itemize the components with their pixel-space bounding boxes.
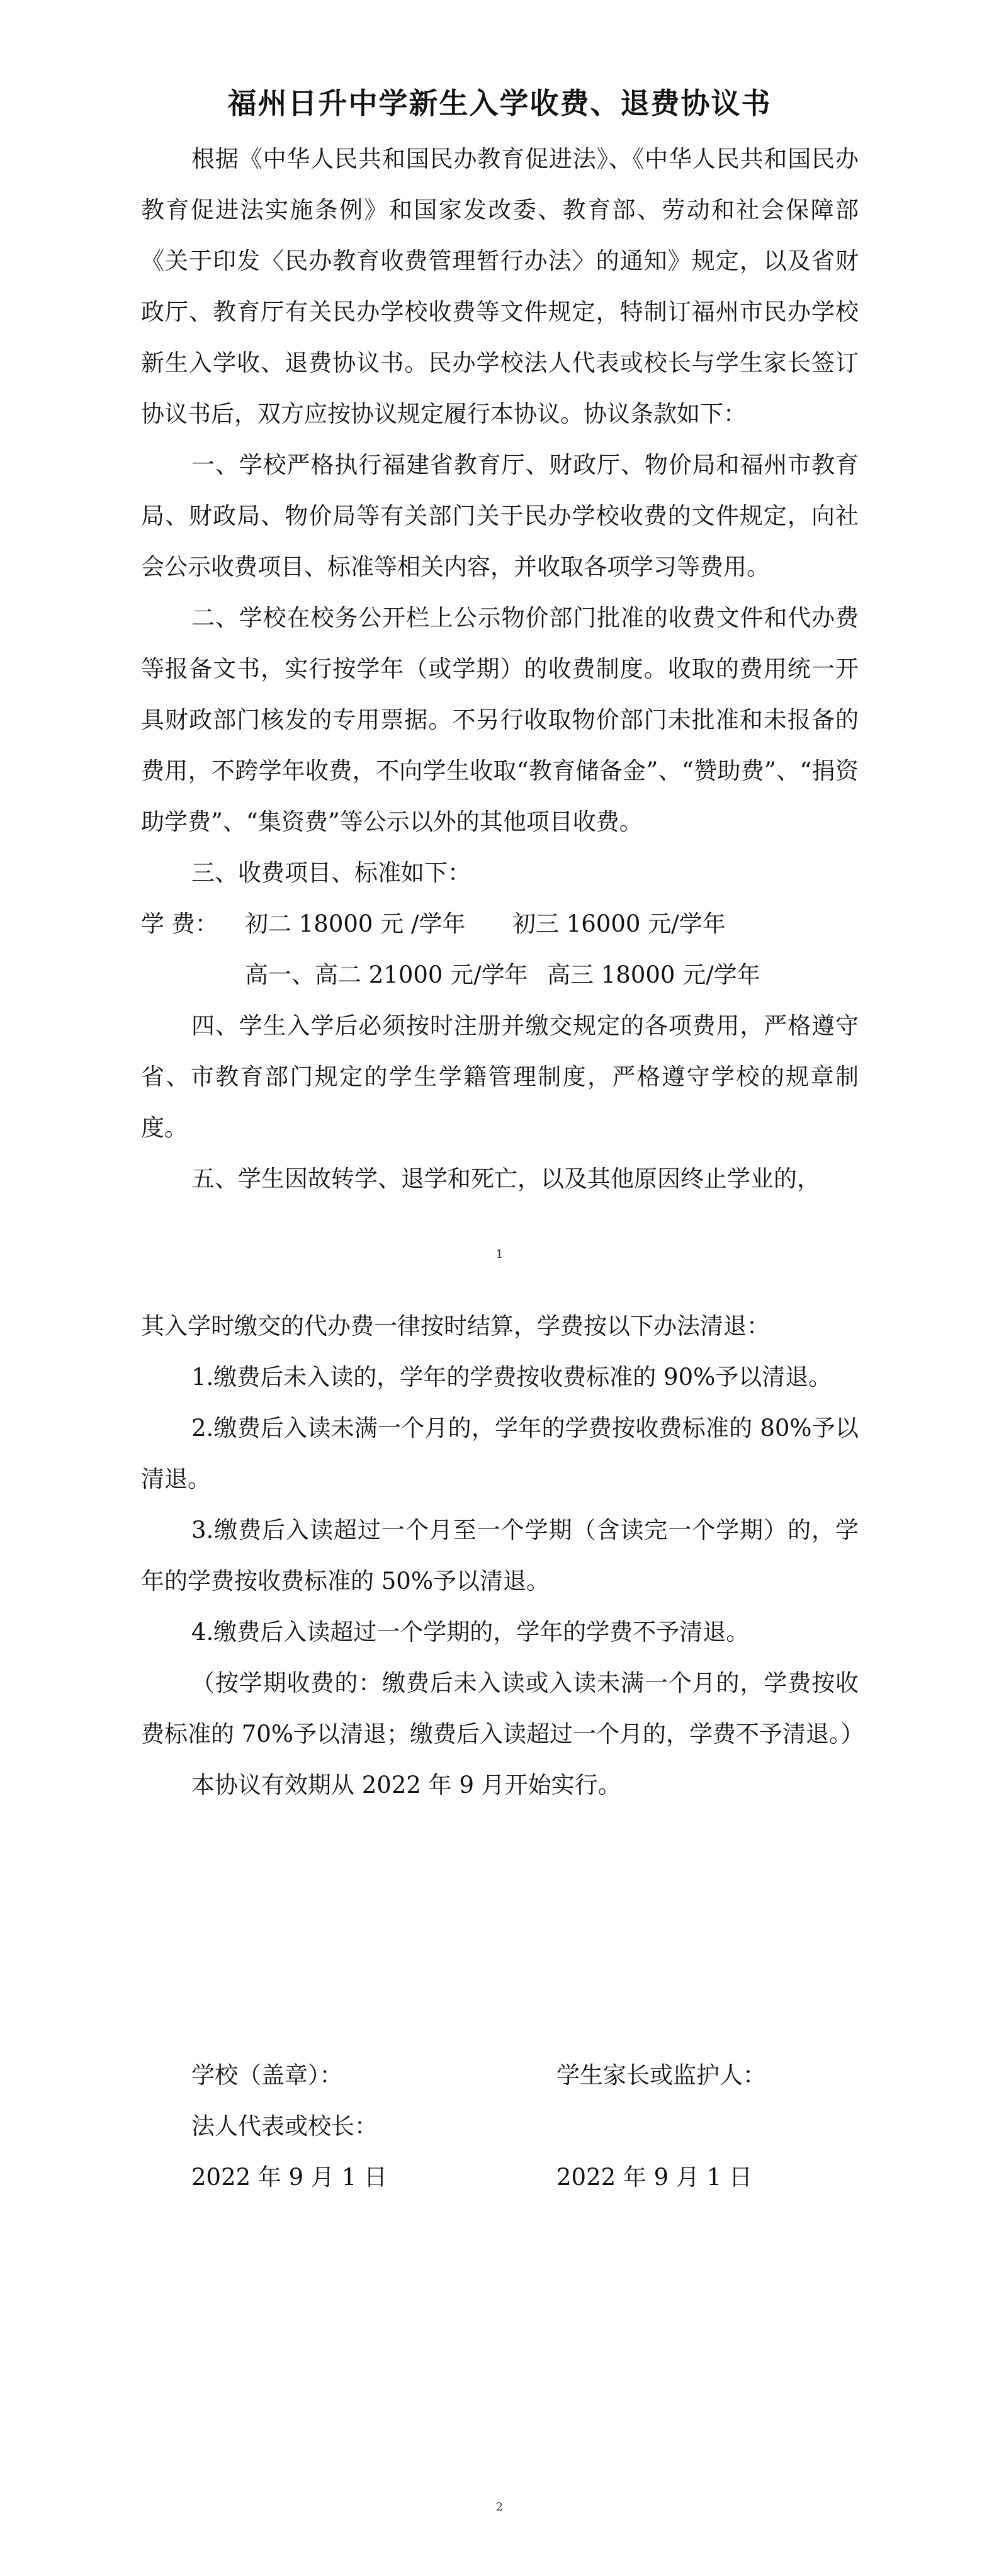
page-number-1: 1 bbox=[495, 1248, 504, 1261]
signature-row-2 bbox=[141, 2101, 859, 2152]
refund-rule-3: 3.缴费后入读超过一个月至一个学期（含读完一个学期）的，学年的学费按收费标准的 50%予以清退。 bbox=[141, 1517, 859, 1595]
signature-block bbox=[141, 2050, 859, 2203]
paragraph-clause-4: 四、学生入学后必须按时注册并缴交规定的各项费用，严格遵守省、市教育部门规定的学生学籍管理制度，严格遵守学校的规章制度。 bbox=[141, 1012, 859, 1141]
paragraph-preamble: 根据《中华人民共和国民办教育促进法》、《中华人民共和国民办教育促进法实施条例》和国家发改委、教育部、劳动和社会保障部《关于印发〈民办教育收费管理暂行办法〉的通知》规定，以及省财政厅、教育厅有关民办学校收费等文件规定，特制订福州市民办学校新生入学收、退费协议书。民办学校法人代表或校长与学生家长签订协议书后，双方应按协议规定履行本协议。协议条款如下： bbox=[141, 145, 859, 427]
fee-gao12: 高一、高二 21000 元/学年 bbox=[245, 961, 528, 988]
signature-school: 学校（盖章）： bbox=[191, 2062, 343, 2089]
paragraph-effective-date: 本协议有效期从 2022 年 9 月开始实行。 bbox=[191, 1771, 621, 1799]
paragraph-clause-1: 一、学校严格执行福建省教育厅、财政厅、物价局和福州市教育局、财政局、物价局等有关部门关于民办学校收费的文件规定，向社会公示收费项目、标准等相关内容，并收取各项学习等费用。 bbox=[141, 451, 859, 580]
paragraph-clause-3: 三、收费项目、标准如下： bbox=[191, 859, 471, 886]
fee-line-senior bbox=[141, 949, 859, 1000]
fee-chu3: 初三 16000 元/学年 bbox=[512, 910, 726, 937]
signature-row-1 bbox=[141, 2050, 859, 2101]
page-1-body bbox=[141, 133, 859, 1204]
document-title: 福州日升中学新生入学收费、退费协议书 bbox=[227, 86, 772, 120]
fee-line-junior bbox=[141, 898, 859, 949]
fee-label: 学 费： bbox=[141, 910, 218, 937]
paragraph-clause-2: 二、学校在校务公开栏上公示物价部门批准的收费文件和代办费等报备文书，实行按学年（或学期）的收费制度。收取的费用统一开具财政部门核发的专用票据。不另行收取物价部门未批准和未报备的费用，不跨学年收费，不向学生收取“教育储备金”、“赞助费”、“捐资助学费”、“集资费”等公示以外的其他项目收费。 bbox=[141, 604, 859, 835]
signature-row-3 bbox=[141, 2152, 859, 2203]
fee-gao3: 高三 18000 元/学年 bbox=[547, 961, 760, 988]
page-2-body bbox=[141, 1301, 864, 1811]
refund-rule-4: 4.缴费后入读超过一个学期的，学年的学费不予清退。 bbox=[191, 1618, 750, 1646]
refund-rule-2: 2.缴费后入读未满一个月的，学年的学费按收费标准的 80%予以清退。 bbox=[141, 1415, 859, 1493]
paragraph-clause-5-start: 五、学生因故转学、退学和死亡，以及其他原因终止学业的， bbox=[191, 1165, 820, 1192]
fee-chu2: 初二 18000 元 /学年 bbox=[245, 910, 466, 937]
signature-parent: 学生家长或监护人： bbox=[556, 2062, 766, 2089]
signature-legal-rep: 法人代表或校长： bbox=[191, 2113, 378, 2140]
refund-rule-semester: （按学期收费的：缴费后未入读或入读未满一个月的，学费按收费标准的 70%予以清退；缴费后入读超过一个月的，学费不予清退。） bbox=[141, 1669, 864, 1748]
signature-date-school: 2022 年 9 月 1 日 bbox=[191, 2164, 388, 2191]
refund-rule-1: 1.缴费后未入读的，学年的学费按收费标准的 90%予以清退。 bbox=[191, 1364, 832, 1391]
page-number-2: 2 bbox=[495, 2500, 504, 2514]
paragraph-clause-5-cont: 其入学时缴交的代办费一律按时结算，学费按以下办法清退： bbox=[141, 1313, 770, 1340]
page-2 bbox=[0, 1288, 999, 2576]
signature-date-parent: 2022 年 9 月 1 日 bbox=[556, 2164, 753, 2191]
